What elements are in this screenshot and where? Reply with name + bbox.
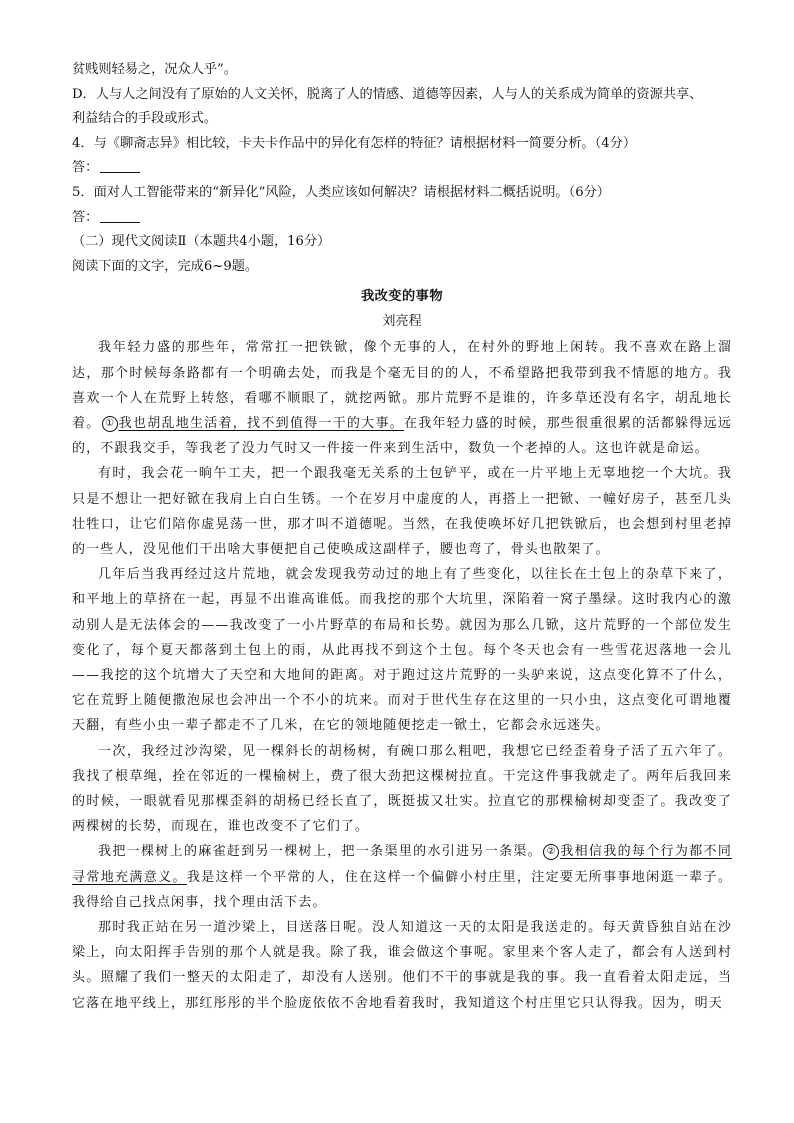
answer-label: 答： (72, 209, 99, 225)
article-paragraph-2: 有时，我会花一晌午工夫，把一个跟我毫无关系的土包铲平，或在一片平地上无辜地挖一个大坑。我只是不想让一把好锨在我肩上白白生锈。一个在岁月中虚度的人，再搭上一把锨、一幢好房子，甚至几头壮牲口，让它们陪你虚晃荡一世，那才叫不道德呢。当然，在我使唤坏好几把铁锨后，也会想到村里老掉的一些人，没见他们干出啥大事便把自己使唤成这副样子，腰也弯了，骨头也散架了。 (72, 466, 732, 557)
marker-1: ① (102, 416, 118, 432)
answer-blank-5[interactable] (100, 208, 140, 223)
article-paragraph-4: 一次，我经过沙沟梁，见一棵斜长的胡杨树，有碗口那么粗吧，我想它已经歪着身子活了五六年了。我找了根草绳，拴在邻近的一棵榆树上，费了很大劲把这棵树拉直。干完这件事我就走了。两年后我回来的时候，一眼就看见那棵歪斜的胡杨已经长直了，既挺拔又壮实。拉直它的那棵榆树却变歪了。我改变了两棵树的长势，而现在，谁也改变不了它们了。 (72, 743, 732, 835)
underlined-sentence-1: 我也胡乱地生活着，找不到值得一干的大事。 (118, 415, 404, 431)
article-paragraph-3: 几年后当我再经过这片荒地，就会发现我劳动过的地上有了些变化，以往长在土包上的杂草下来了，和平地上的草挤在一起，再显不出谁高谁低。而我挖的那个大坑里，深陷着一窝子墨绿。这时我内心的激动别人是无法体会的——我改变了一小片野草的布局和长势。就因为那么几锨，这片荒野的一个部位发生变化了，每个夏天都落到土包上的雨，从此再找不到这个土包。每个冬天也会有一些雪花迟落地一会儿——我挖的这个坑增大了天空和大地间的距离。对于跑过这片荒野的一头驴来说，这点变化算不了什么，它在荒野上随便撒泡尿也会冲出一个不小的坑来。而对于世代生存在这里的一只小虫，这点变化可谓地覆天翻，有些小虫一辈子都走不了几米，在它的领地随便挖走一锨土，它都会永远迷失。 (72, 567, 732, 734)
section-instruction: 阅读下面的文字，完成6~9题。 (72, 258, 259, 274)
question-5: 5．面对人工智能带来的“新异化”风险，人类应该如何解决？请根据材料二概括说明。（6分） (72, 184, 610, 200)
article-paragraph-1: 我年轻力盛的那些年，常常扛一把铁锨，像个无事的人，在村外的野地上闲转。我不喜欢在路上溜达，那个时候每条路都有一个明确去处，而我是个毫无目的的人，不希望路把我带到我不情愿的地方。我喜欢一个人在荒野上转悠，看哪不顺眼了，就挖两锨。那片荒野不是谁的，许多草还没有名字，胡乱地长着。 ① 我也胡乱地生活着，找不到值得一干的大事。在我年轻力盛的时候，那些很重很累的活都躲得远远的，不跟我交手，等我老了没力气时又一件接一件来到生活中，数负一个老掉的人。这也许就是命运。 (72, 340, 732, 457)
option-d-line1: D．人与人之间没有了原始的人文关怀，脱离了人的情感、道德等因素，人与人的关系成为简单的资源共享、 (72, 86, 703, 102)
underlined-sentence-2: 我相信我的每个行为都不同寻常地充满意义。 (72, 844, 732, 885)
article-paragraph-6: 那时我正站在另一道沙梁上，目送落日呢。没人知道这一天的太阳是我送走的。每天黄昏独自站在沙梁上，向太阳挥手告别的那个人就是我。除了我，谁会做这个事呢。家里来个客人走了，都会有人送到村头。照耀了我们一整天的太阳走了，却没有人送别。他们不干的事就是我的事。我一直看着太阳走远，当它落在地平线上，那红彤彤的半个脸庞依依不舍地看着我时，我知道这个村庄里它只认得我。因为，明天 (72, 920, 732, 1011)
question-4-answer (72, 156, 732, 181)
option-d-line2: 利益结合的手段或形式。 (72, 111, 218, 127)
exam-page (72, 58, 732, 1016)
article-author: 刘亮程 (382, 314, 422, 330)
section-header: （二）现代文阅读Ⅱ（本题共4小题，16分） (72, 234, 331, 250)
article-paragraph-5: 我把一棵树上的麻雀赶到另一棵树上，把一条渠里的水引进另一条渠。 ② 我相信我的每个行为都不同寻常地充满意义。我是这样一个平常的人，住在这样一个偏僻小村庄里，注定要无所事事地闲逛一辈子。我得给自己找点闲事，找个理由活下去。 (72, 844, 733, 910)
question-4: 4．与《聊斋志异》相比较，卡夫卡作品中的异化有怎样的特征？请根据材料一简要分析。（4分） (72, 135, 637, 151)
answer-blank-4[interactable] (100, 158, 140, 173)
article-title: 我改变的事物 (360, 289, 444, 305)
answer-label: 答： (72, 160, 99, 176)
marker-2: ② (543, 844, 559, 860)
question-5-answer (72, 206, 732, 231)
option-c-tail: 贫贱则轻易之，况众人乎”。 (72, 62, 237, 77)
